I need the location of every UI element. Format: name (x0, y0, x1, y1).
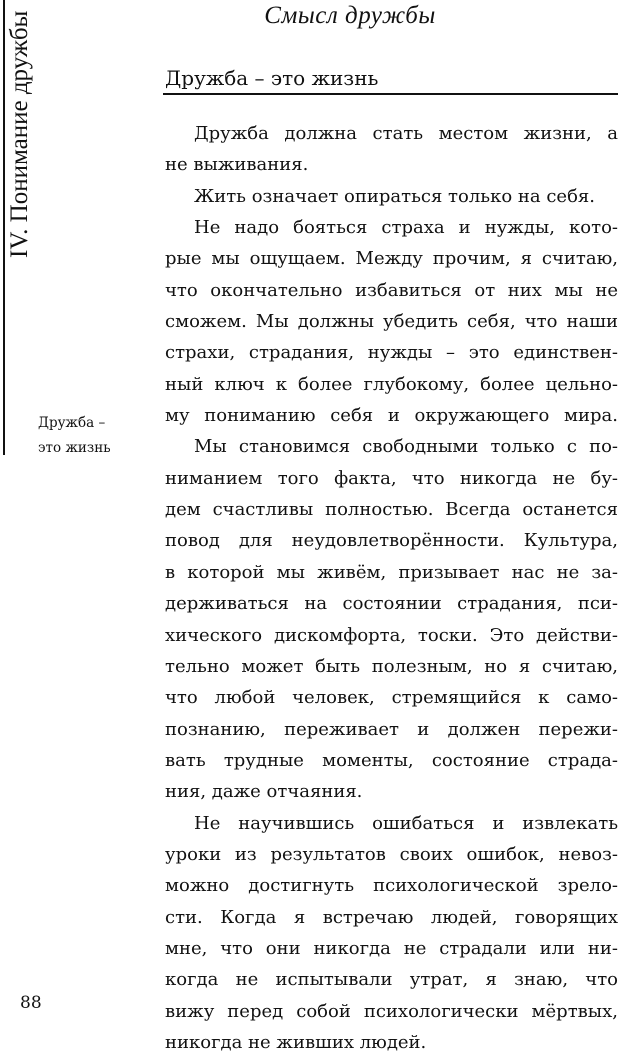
body-text (165, 118, 618, 1058)
text-line: в которой мы живём, призывает нас не за- (165, 561, 618, 583)
text-line: вижу перед собой психологически мёртвых, (165, 1000, 618, 1022)
text-line: Мы становимся свободными только с по- (194, 436, 618, 458)
text-line: когда не испытывали утрат, я знаю, что (165, 969, 618, 991)
text-line: что окончательно избавиться от них мы не (165, 279, 618, 301)
text-line: ный ключ к более глубокому, более цельно- (165, 373, 618, 395)
text-line: держиваться на состоянии страдания, пси- (165, 593, 618, 615)
chapter-label: IV. Понимание дружбы (6, 10, 33, 258)
text-line: что любой человек, стремящийся к само- (165, 687, 618, 709)
text-line: вать трудные моменты, состояние страда- (165, 749, 618, 771)
text-line: Дружба должна стать местом жизни, а (194, 123, 618, 144)
text-line: ния, даже отчаяния. (165, 781, 363, 803)
text-line: дем счастливы полностью. Всегда останется (165, 499, 618, 521)
text-line: Не научившись ошибаться и извлекать (194, 812, 618, 834)
text-line: сти. Когда я встречаю людей, говорящих (165, 906, 618, 928)
text-line: уроки из результатов своих ошибок, невоз- (165, 843, 618, 865)
text-line: мне, что они никогда не страдали или ни- (165, 937, 618, 959)
margin-note (38, 411, 111, 461)
text-line: не выживания. (165, 154, 309, 176)
text-line: никогда не живших людей. (165, 1031, 427, 1053)
text-line: Не надо бояться страха и нужды, кото- (194, 217, 618, 239)
page-number: 88 (20, 993, 42, 1013)
text-line: повод для неудовлетворённости. Культура, (165, 530, 618, 552)
margin-note-line: Дружба – (38, 415, 106, 431)
running-head: Смысл дружбы (264, 2, 436, 29)
text-line: познанию, переживает и должен пережи- (165, 718, 618, 740)
section-title: Дружба – это жизнь (165, 66, 379, 90)
text-line: му пониманию себя и окружающего мира. (165, 405, 618, 427)
margin-note-line: это жизнь (38, 440, 111, 456)
text-line: рые мы ощущаем. Между прочим, я считаю, (165, 248, 618, 270)
section-rule (163, 93, 618, 95)
side-rule (3, 0, 5, 455)
text-line: Жить означает опираться только на себя. (194, 185, 595, 207)
text-line: страхи, страдания, нужды – это единствен- (165, 342, 618, 364)
text-line: хического дискомфорта, тоски. Это действи- (165, 624, 618, 646)
text-line: ниманием того факта, что никогда не бу- (165, 467, 618, 489)
text-line: сможем. Мы должны убедить себя, что наши (165, 311, 618, 333)
text-line: тельно может быть полезным, но я считаю, (165, 655, 618, 677)
text-line: можно достигнуть психологической зрело- (165, 875, 618, 897)
